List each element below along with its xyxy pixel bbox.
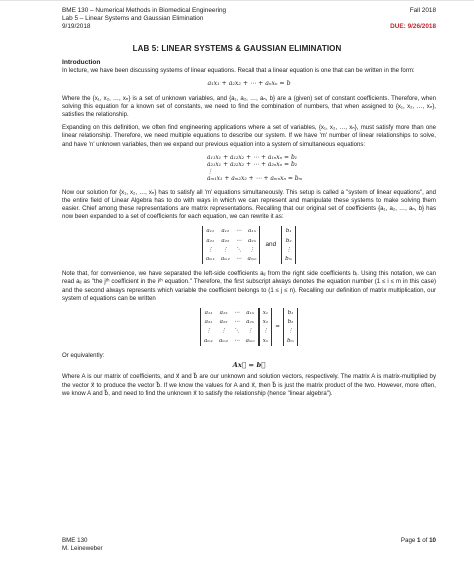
matrix-cell: a₁₁	[204, 310, 213, 317]
linear-equation: a₁x₁ + a₂x₂ + ⋯ + aₙxₙ = b	[207, 80, 291, 88]
matrix-cell: ⋱	[234, 328, 240, 335]
matrix-cell: aₘ₁	[204, 337, 214, 344]
vector-cell: ⋮	[285, 246, 292, 253]
matrix-cell: a₂₁	[204, 319, 213, 326]
paragraph-3: Expanding on this definition, we often find engineering applications where a set of variables, {x₁, x₂, …, xₙ}, must satisfy more than one linear relationship. Therefore, we need multiple equations to describe our system. If we have 'm' number of linear relationships to solve, and have 'n' unknown variables, then we expand our previous equation into a system of simultaneous equations:	[62, 124, 436, 148]
matrix-cell: aₘₙ	[247, 256, 257, 263]
matrix-cell: a₂₂	[219, 319, 228, 326]
matrix-cell: ⋱	[235, 246, 242, 253]
matrix-cell: ⋯	[234, 337, 240, 344]
matrix-cell: a₂ₙ	[246, 319, 255, 326]
vector-b	[281, 226, 296, 264]
vector-cell: xₙ	[262, 337, 269, 344]
header-date: 9/19/2018	[62, 23, 91, 30]
vector-b	[283, 308, 298, 346]
system-row: a₁₁x₁ + a₁₂x₂ + ⋯ + a₁ₙxₙ = b₁	[207, 153, 298, 161]
vector-x	[259, 308, 273, 346]
matrix-cell: a₁ₙ	[248, 228, 256, 235]
section-heading: Introduction	[62, 59, 101, 66]
system-row: a₂₁x₁ + a₂₂x₂ + ⋯ + a₂ₙxₙ = b₂	[207, 161, 298, 169]
paragraph-6: Where A is our matrix of coefficients, and x⃗ and b⃗ are our unknown and solution vectors, respectively. The matrix A is matrix-multiplied by the vector x⃗ to produce the vector b⃗. If we know the values for A and x⃗, then b⃗ is just the matrix product of the two. However, more often, we know A and b⃗, and need to find the unknown x⃗ to satisfy the relationship (hence "linear algebra").	[62, 373, 436, 397]
vector-cell: b₁	[285, 228, 292, 235]
matrix-cell: ⋯	[234, 319, 240, 326]
matrix-cell: aₘₙ	[245, 337, 255, 344]
footer-author: M. Leineweber	[62, 545, 103, 552]
page-number	[401, 537, 436, 545]
due-date: DUE: 9/26/2018	[390, 23, 436, 30]
term-label: Fall 2018	[409, 7, 436, 14]
matrix-cell: a₁ₙ	[246, 310, 255, 317]
vector-cell: x₂	[262, 319, 269, 326]
vector-cell: ⋮	[262, 328, 269, 335]
matrix-cell: ⋯	[235, 228, 242, 235]
system-row: aₘ₁x₁ + aₘ₂x₂ + ⋯ + aₘₙxₙ = bₘ	[207, 175, 303, 183]
matrix-cell: ⋯	[235, 256, 242, 263]
page-header	[62, 7, 436, 31]
matrix-cell: a₂₁	[206, 237, 215, 244]
matrix-cell: aₘ₁	[205, 256, 215, 263]
matrix-cell: ⋮	[220, 328, 227, 335]
paragraph-2: Where the {x₁, x₂, …, xₙ} is a set of unknown variables, and {a₁, a₂, …, aₙ, b} are a (given) set of constant coefficients. Therefore, when solving this equation for a known set of constants, we need to find the combination of numbers, that when assigned to {x₁, x₂, …, xₙ}, satisfies the relationship.	[62, 94, 436, 119]
page-total: 10	[429, 537, 436, 544]
page-footer	[62, 537, 436, 553]
vector-cell: ⋮	[287, 328, 294, 335]
matrix-a	[202, 226, 261, 264]
matrix-cell: ⋮	[222, 246, 229, 253]
coefficient-matrices	[62, 226, 436, 264]
matrix-cell: ⋯	[235, 237, 242, 244]
lab-title: Lab 5 – Linear Systems and Gaussian Elimination	[62, 15, 204, 22]
paragraph-4: Now our solution for {x₁, x₂, …, xₙ} has to satisfy all 'm' equations simultaneously. This setup is called a "system of linear equations", and the entire field of Linear Algebra has to do with ways in which we can represent and manipulate these systems to make solving them easier. Chief among these representations are matrix representations. Recalling that our original set of coefficients {a₁, a₂, …, aₙ, b} has now been expanded to a set of coefficients for each equation, we can rewrite it as:	[62, 188, 436, 221]
matrix-cell: aₘ₂	[220, 256, 230, 263]
matrix-cell: ⋮	[249, 246, 255, 253]
page-current: 1	[417, 537, 421, 544]
paragraph-1: In lecture, we have been discussing systems of linear equations. Recall that a linear equation is one that can be written in the form:	[62, 67, 415, 75]
equation-system	[207, 154, 436, 183]
matrix-cell: a₁₂	[219, 310, 228, 317]
page-title: LAB 5: LINEAR SYSTEMS & GAUSSIAN ELIMINATION	[132, 44, 342, 53]
vector-cell: b₂	[285, 237, 292, 244]
footer-course: BME 130	[62, 537, 88, 544]
matrix-a	[200, 308, 259, 346]
main-content	[62, 59, 436, 403]
matrix-cell: a₂ₙ	[248, 237, 256, 244]
vector-cell: b₂	[287, 319, 294, 326]
matrix-cell: ⋯	[234, 310, 240, 317]
equals-sign: =	[275, 323, 280, 330]
or-equivalently: Or equivalently:	[62, 351, 105, 359]
matrix-cell: aₘ₂	[219, 337, 229, 344]
matrix-cell: ⋮	[205, 328, 212, 335]
matrix-cell: ⋮	[247, 328, 253, 335]
matrix-cell: a₁₂	[221, 228, 230, 235]
course-title: BME 130 – Numerical Methods in Biomedical Engineering	[62, 7, 227, 14]
vector-cell: x₁	[262, 310, 269, 317]
matrix-cell: ⋮	[207, 246, 214, 253]
matrix-equation	[62, 308, 436, 346]
paragraph-5: Note that, for convenience, we have separated the left-side coefficients aᵢⱼ from the right side coefficients bᵢ. Using this notation, we can read aᵢⱼ as "the jᵗʰ coefficient in the iᵗʰ equation." Therefore, the first subscript always denotes the equation number (1 ≤ i ≤ m in this case) and the second always represents which variable the coefficient belongs to (1 ≤ j ≤ n). Recalling our definition of matrix multiplication, our system of equations can be written	[62, 270, 436, 302]
and-word: and	[265, 241, 277, 249]
vector-cell: b₁	[287, 310, 294, 317]
page-of-label: of	[420, 537, 430, 544]
system-row: ⋮	[207, 168, 213, 176]
matrix-cell: a₁₁	[206, 228, 215, 235]
matrix-cell: a₂₂	[221, 237, 230, 244]
page-label: Page	[400, 537, 418, 544]
vector-cell: bₘ	[285, 256, 293, 263]
axb-equation: Ax⃗ = b⃗	[232, 361, 266, 370]
vector-cell: bₘ	[286, 337, 294, 344]
